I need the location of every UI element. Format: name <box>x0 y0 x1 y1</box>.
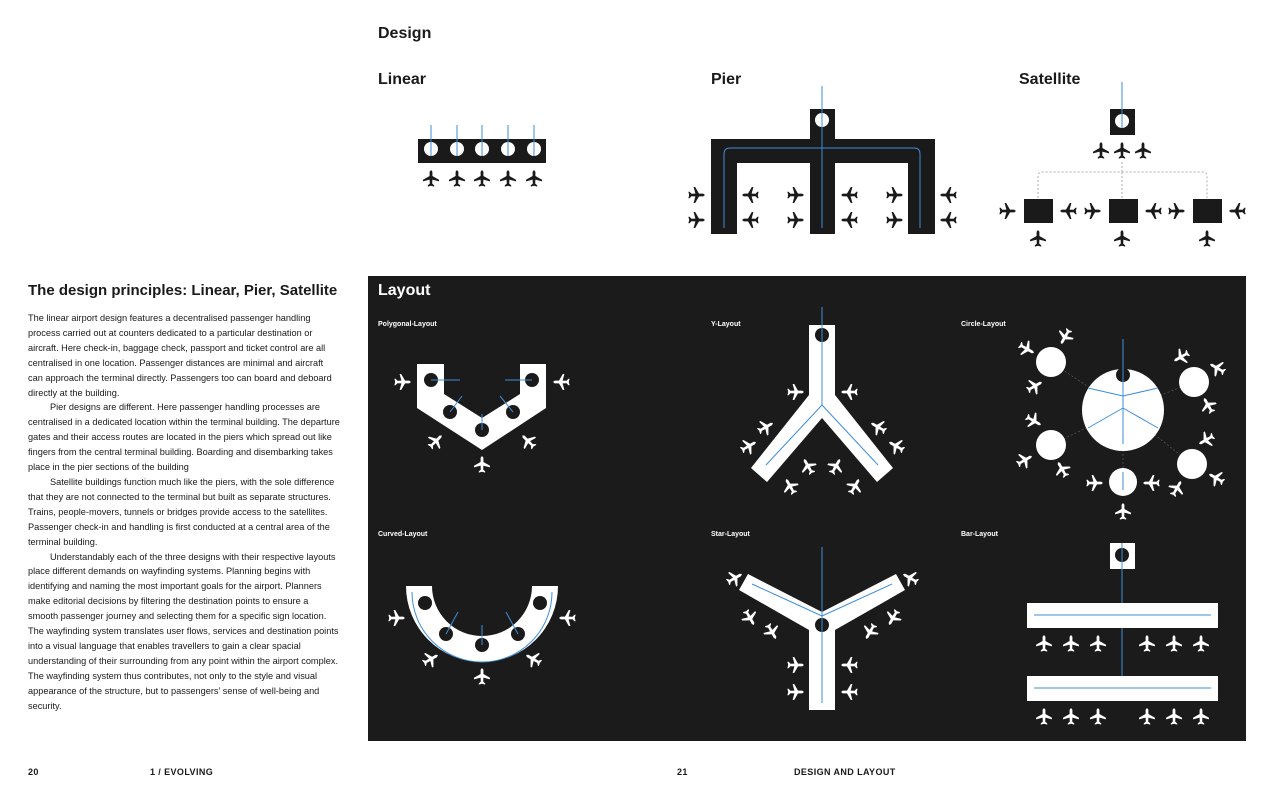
right-page-number: 21 <box>677 767 688 777</box>
pier-heading: Pier <box>711 71 742 88</box>
satellite-heading: Satellite <box>1019 71 1081 88</box>
article-title: The design principles: Linear, Pier, Satellite <box>28 282 338 299</box>
polygonal-layout-label: Polygonal-Layout <box>378 321 437 328</box>
circle-layout-diagram <box>1014 326 1229 520</box>
bar-layout-diagram <box>1027 543 1218 725</box>
left-page-number: 20 <box>28 767 39 777</box>
article-paragraph: Satellite buildings function much like the piers, with the sole difference that they are not connected to the terminal but built as separate structures. Trains, people-movers, tunnels or bridges provide access to the satellites. Passenger check-in and handling is first conducted at a central area of the terminal building. <box>28 476 335 547</box>
article-paragraph: Understandably each of the three designs with their respective layouts place different demands on wayfinding systems. Planning begins with identifying and naming the most important goals for the airport. Planners make editorial decisions by filtering the destination points to ensure a smooth passenger journey and selecting them for a specific sign location. The wayfinding system translates user flows, services and destination points into a visual language that enables travellers to gain a clear spacial understanding of their surrounding from any point within the airport complex. The wayfinding system thus contributes, not only to the style and visual appearance of the structure, but to passengers’ sense of well-being and security. <box>28 551 339 711</box>
right-section-title: DESIGN AND LAYOUT <box>794 767 896 777</box>
layout-heading: Layout <box>378 282 431 299</box>
circle-layout-label: Circle-Layout <box>961 321 1006 328</box>
linear-heading: Linear <box>378 71 427 88</box>
article-paragraph: Pier designs are different. Here passenger handling processes are centralised in a dedicated location within the terminal building. The departure gates and their access routes are located in the piers which spread out like fingers from the central terminal building. Boarding and disembarking takes place in the pier sections of the building <box>28 402 340 473</box>
star-layout-label: Star-Layout <box>711 531 750 538</box>
design-heading: Design <box>378 25 432 42</box>
bar-layout-label: Bar-Layout <box>961 531 998 538</box>
curved-layout-label: Curved-Layout <box>378 531 428 538</box>
polygonal-layout-diagram <box>394 364 569 473</box>
left-section-title: 1 / EVOLVING <box>150 767 214 777</box>
y-layout-label: Y-Layout <box>711 321 741 328</box>
star-layout-diagram <box>724 547 922 710</box>
article-paragraph: The linear airport design features a decentralised passenger handling process carried out at counters dedicated to a particular destination or aircraft. Here check-in, baggage check, passport and ticket control are all centralised in one location. Passenger distances are minimal and aircraft can approach the terminal directly. Passengers too can board and deboard directly at the building. <box>28 313 332 398</box>
curved-layout-diagram <box>388 586 575 685</box>
y-layout-diagram <box>738 307 908 497</box>
